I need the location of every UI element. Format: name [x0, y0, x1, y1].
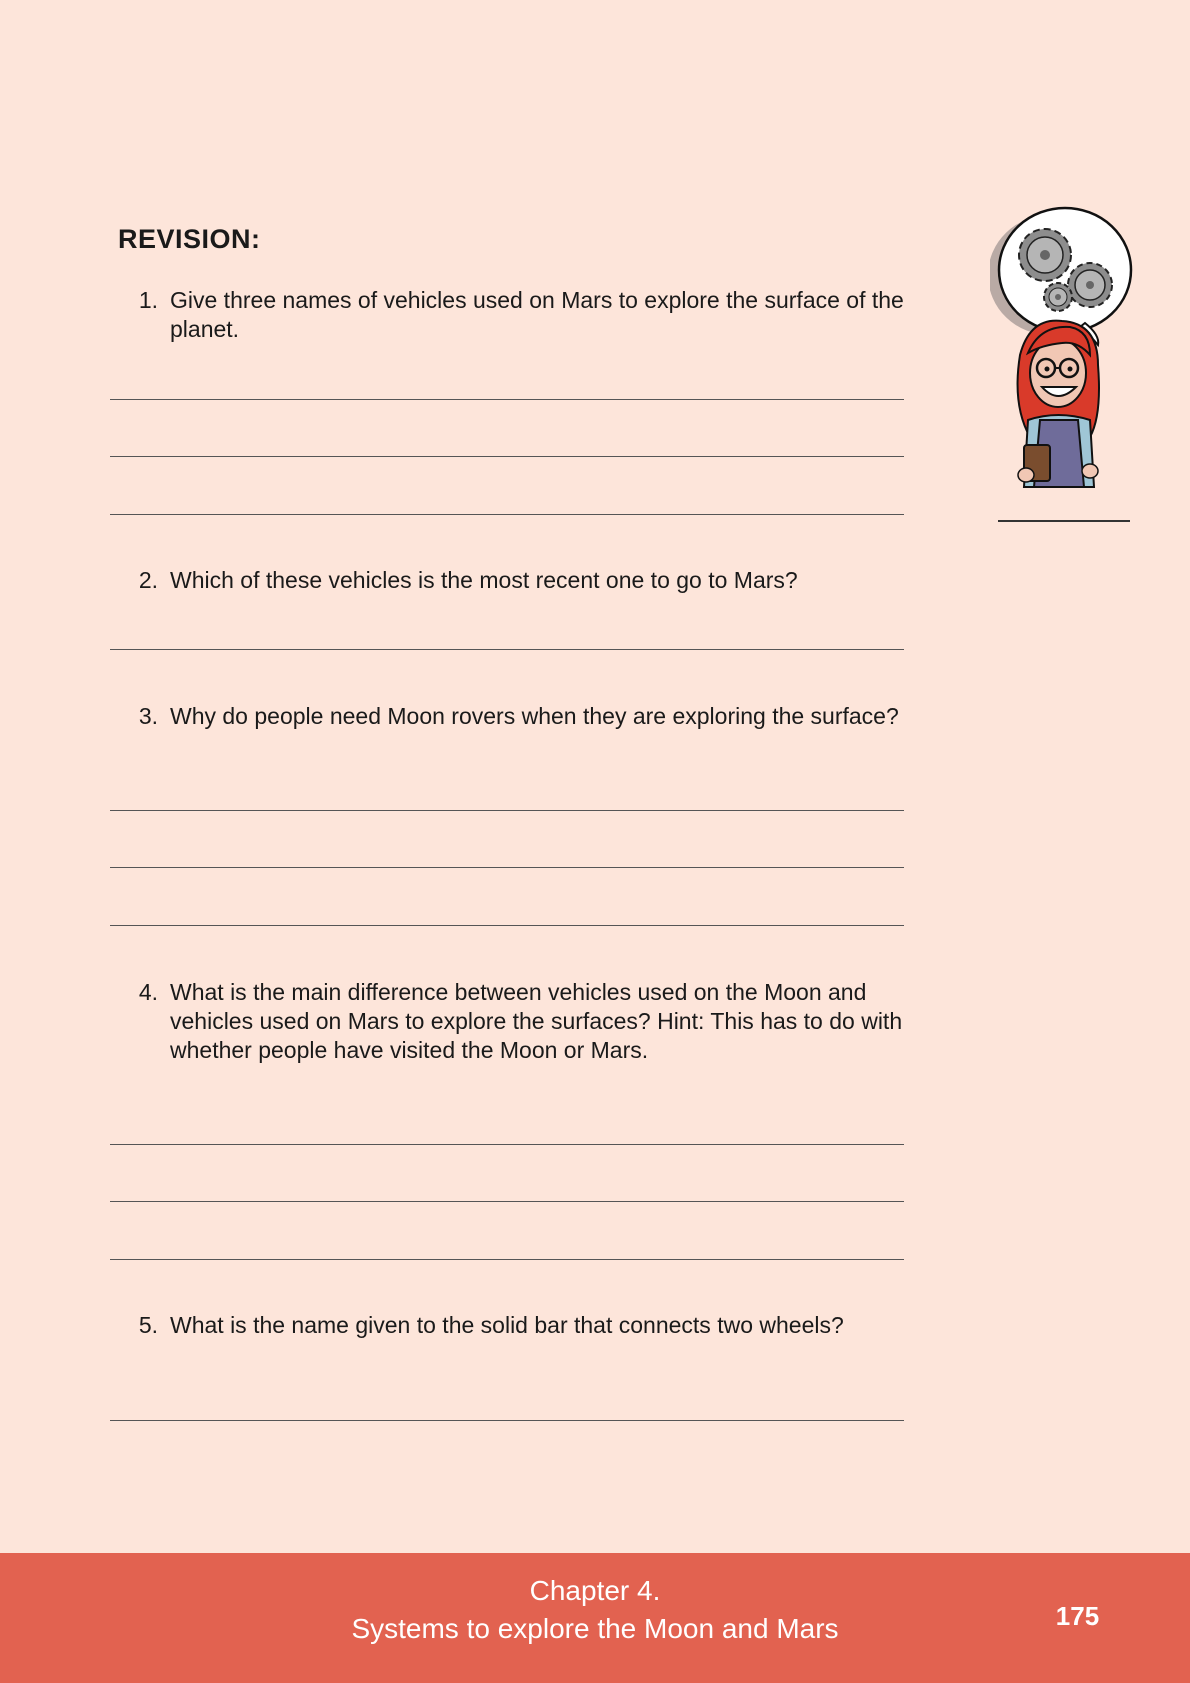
page-number: 175: [1055, 1601, 1100, 1631]
question-number: 2.: [138, 567, 158, 593]
question-number: 3.: [138, 703, 158, 729]
question-5: [120, 1311, 910, 1340]
answer-line[interactable]: [110, 925, 904, 926]
answer-line[interactable]: [110, 1259, 904, 1260]
question-2: [120, 566, 910, 595]
gear-icon: [1068, 263, 1112, 307]
question-number: 5.: [138, 1312, 158, 1338]
thinking-character-illustration: [990, 205, 1135, 525]
page-title: REVISION:: [118, 224, 261, 254]
answer-line[interactable]: [110, 1144, 904, 1145]
question-text: Which of these vehicles is the most recent one to go to Mars?: [170, 567, 798, 593]
answer-line[interactable]: [110, 399, 904, 400]
question-number: 1.: [138, 287, 158, 313]
question-4: [120, 978, 910, 1065]
answer-line[interactable]: [110, 514, 904, 515]
answer-line[interactable]: [110, 867, 904, 868]
question-3: [120, 702, 910, 731]
answer-line[interactable]: [110, 810, 904, 811]
question-text: Why do people need Moon rovers when they are exploring the surface?: [170, 703, 899, 729]
answer-line[interactable]: [110, 456, 904, 457]
answer-line[interactable]: [110, 1420, 904, 1421]
gear-icon: [1044, 283, 1072, 311]
answer-line[interactable]: [110, 649, 904, 650]
gear-icon: [1019, 229, 1071, 281]
question-text: What is the main difference between vehicles used on the Moon and vehicles used on Mars to explore the surfaces? Hint: This has to do with whether people have visited the Moon or Mars.: [170, 979, 903, 1063]
chapter-title: Systems to explore the Moon and Mars: [351, 1613, 839, 1644]
question-text: Give three names of vehicles used on Mars to explore the surface of the planet.: [170, 287, 904, 342]
page-footer: [0, 1553, 1190, 1683]
question-number: 4.: [138, 979, 158, 1005]
question-1: [120, 286, 910, 344]
question-text: What is the name given to the solid bar that connects two wheels?: [170, 1312, 844, 1338]
chapter-label: Chapter 4.: [529, 1575, 661, 1606]
answer-line[interactable]: [110, 1201, 904, 1202]
